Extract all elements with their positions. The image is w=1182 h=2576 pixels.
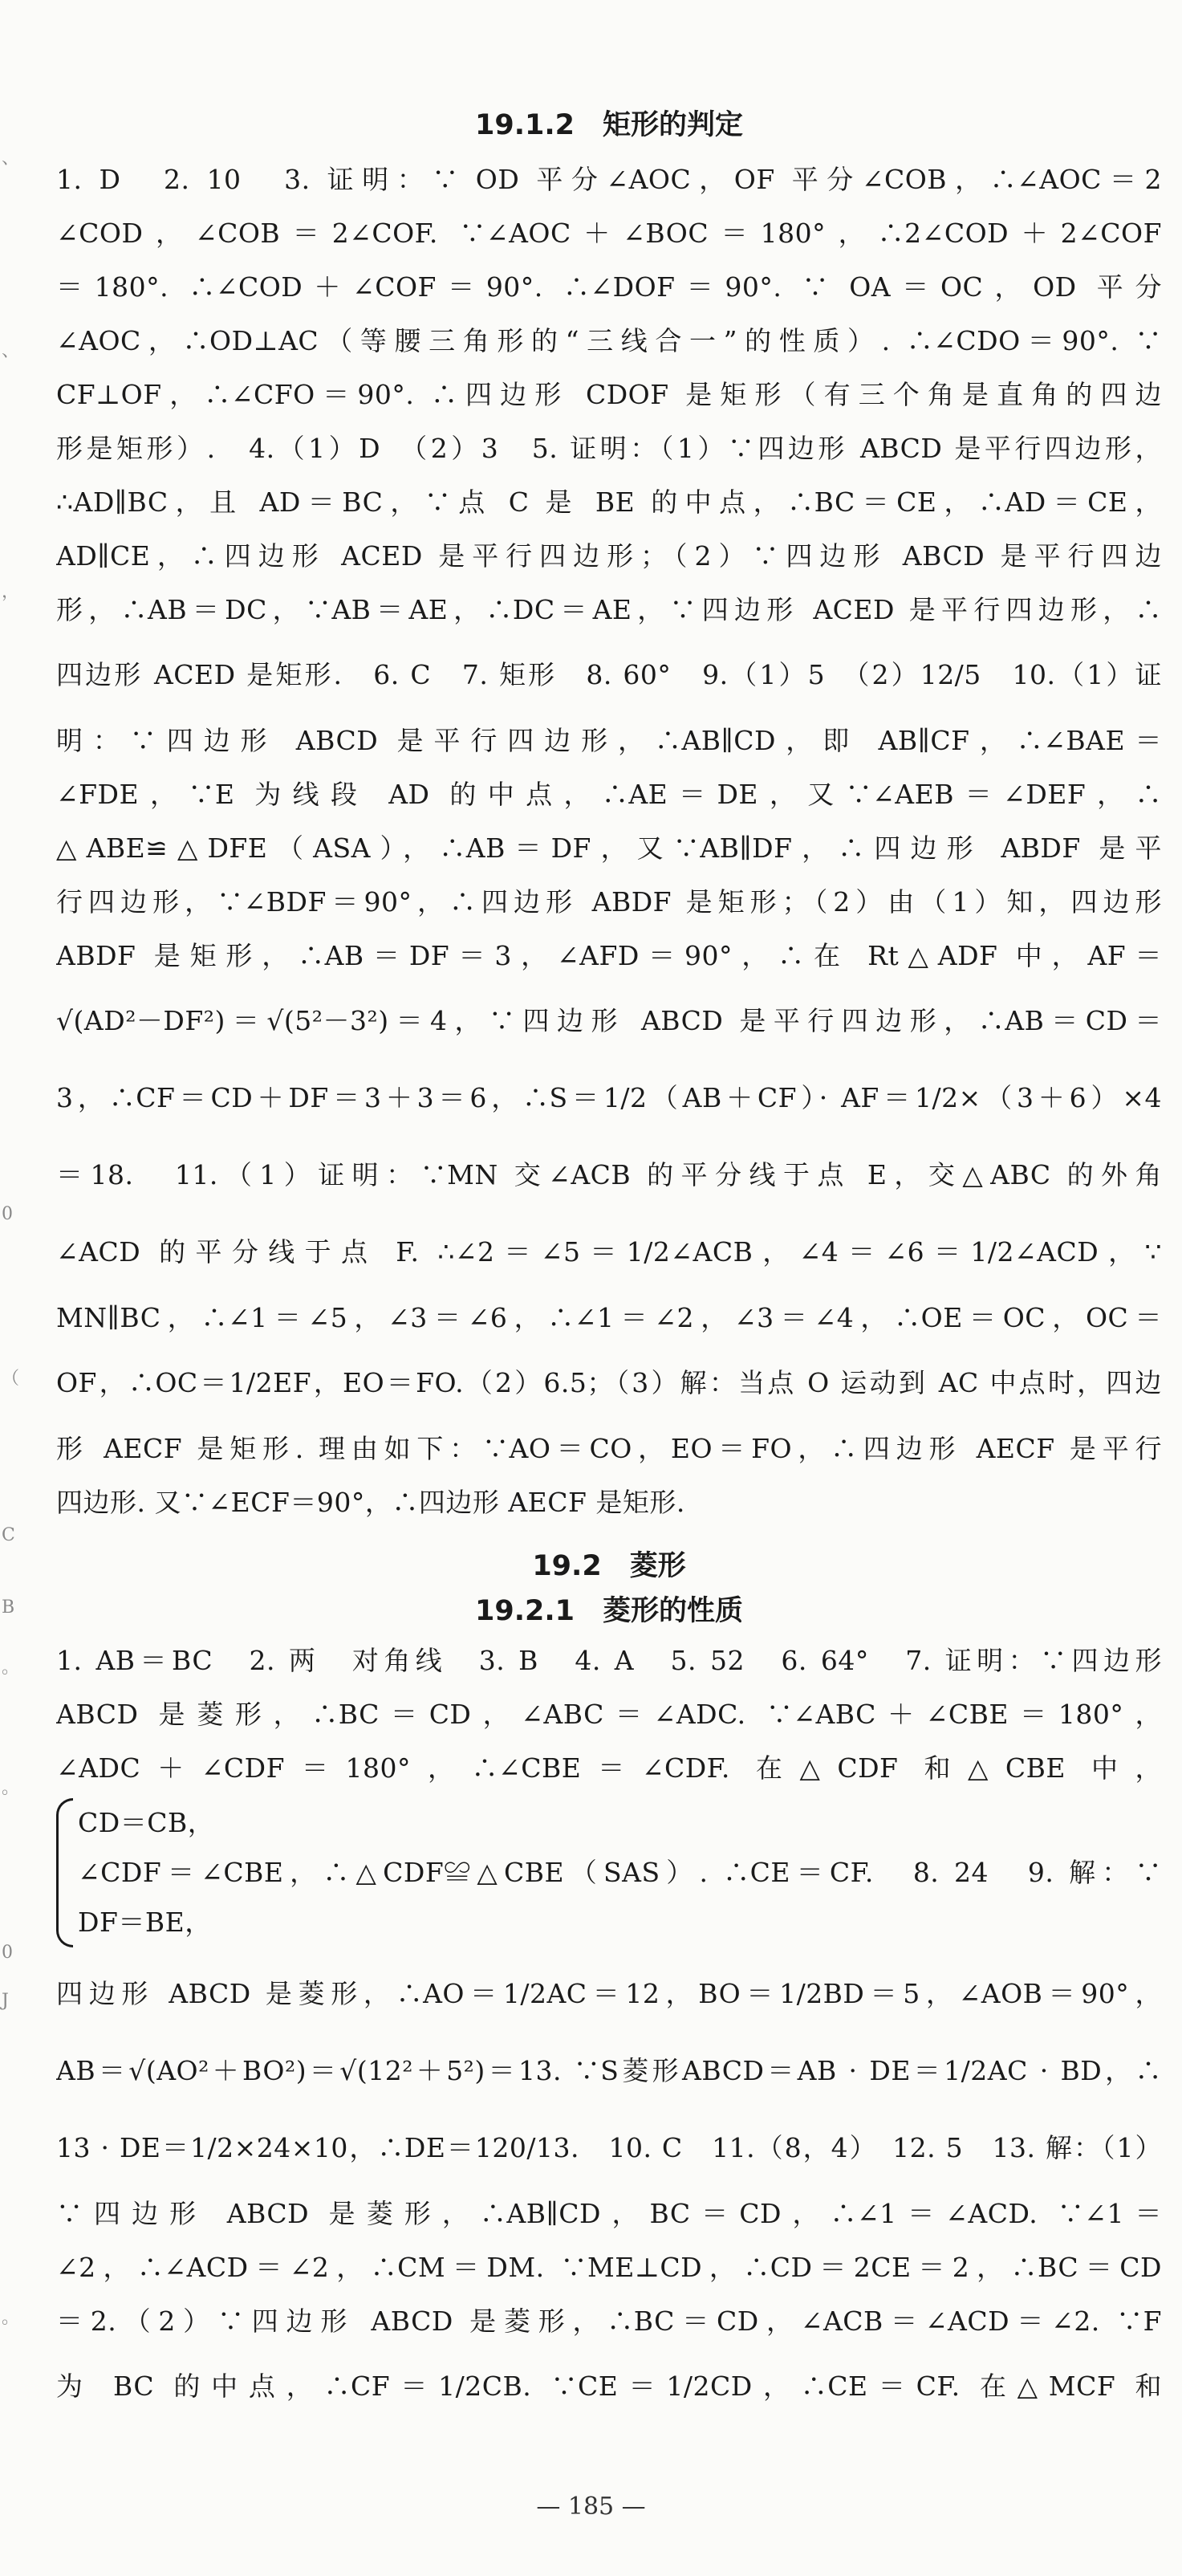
section-heading-rhombus: 19.2 菱形 <box>532 1550 686 1582</box>
section-heading-rectangle-criteria: 19.1.2 矩形的判定 <box>474 109 743 141</box>
text-line: MN∥BC，∴∠1＝∠5，∠3＝∠6，∴∠1＝∠2，∠3＝∠4，∴OE＝OC，OC＝ <box>56 1302 1162 1333</box>
text-line: 为 BC 的中点，∴CF＝1/2CB. ∵CE＝1/2CD，∴CE＝CF. 在△MCF 和 <box>56 2370 1162 2402</box>
answers-block-rhombus <box>56 1634 1162 2425</box>
text-line: 1. D 2. 10 3. 证明：∵ OD 平分∠AOC，OF 平分∠COB，∴∠AOC＝2 <box>56 164 1162 195</box>
margin-mark: J <box>2 1991 9 2011</box>
text-line: 形，∴AB＝DC，∵AB＝AE，∴DC＝AE，∵四边形 ACED 是平行四边形，∴ <box>56 594 1162 625</box>
page-number: — 185 — <box>536 2493 646 2521</box>
text-line: 3，∴CF＝CD＋DF＝3＋3＝6，∴S＝1/2（AB＋CF）· AF＝1/2×（3＋6）×4 <box>56 1082 1162 1113</box>
margin-mark: 。 <box>2 1778 20 1798</box>
text-line: ∠ACD 的平分线于点 F. ∴∠2＝∠5＝1/2∠ACB，∠4＝∠6＝1/2∠ACD，∵ <box>56 1236 1162 1268</box>
margin-mark: C <box>2 1525 15 1545</box>
margin-mark: 。 <box>2 1658 20 1678</box>
text-line: 形是矩形）. 4.（1）D （2）3 5. 证明：（1）∵四边形 ABCD 是平行四边形， <box>56 433 1162 464</box>
text-line: AB＝√(AO²＋BO²)＝√(12²＋5²)＝13. ∵S菱形ABCD＝AB · DE＝1/2AC · BD，∴ <box>56 2055 1162 2086</box>
left-brace <box>56 1798 73 1947</box>
equation-system <box>56 1798 1162 1947</box>
margin-mark: B <box>2 1597 15 1618</box>
margin-mark: 、 <box>2 149 20 169</box>
text-line: ＝2.（2）∵四边形 ABCD 是菱形，∴BC＝CD，∠ACB＝∠ACD＝∠2. ∵F <box>56 2305 1162 2337</box>
text-line: 13 · DE＝1/2×24×10，∴DE＝120/13. 10. C 11.（8，4） 12. 5 13. 解：（1） <box>56 2132 1162 2163</box>
text-line: 四边形 ABCD 是菱形，∴AO＝1/2AC＝12，BO＝1/2BD＝5，∠AOB＝90°， <box>56 1978 1162 2009</box>
answers-block-rectangle <box>56 153 1162 1529</box>
brace-row: ∠CDF＝∠CBE，∴△CDF≌△CBE（SAS）. ∴CE＝CF. 8. 24 9. 解：∵ <box>78 1857 1162 1888</box>
text-line: 四边形 ACED 是矩形. 6. C 7. 矩形 8. 60° 9.（1）5 （2）12/5 10.（1）证 <box>56 659 1162 690</box>
text-line: ∠AOC，∴OD⊥AC（等腰三角形的“三线合一”的性质）. ∴∠CDO＝90°. ∵ <box>56 325 1162 356</box>
binding-margin <box>0 0 18 2576</box>
text-line: ＝18. 11.（1）证明：∵MN 交∠ACB 的平分线于点 E，交△ABC 的外角 <box>56 1159 1162 1190</box>
text-line: AD∥CE，∴四边形 ACED 是平行四边形；（2）∵四边形 ABCD 是平行四边 <box>56 540 1162 572</box>
margin-mark: 0 <box>2 1943 13 1963</box>
brace-row: CD＝CB， <box>78 1807 215 1838</box>
text-line: ∵四边形 ABCD 是菱形，∴AB∥CD，BC＝CD，∴∠1＝∠ACD. ∵∠1＝ <box>56 2198 1162 2229</box>
text-line: ∠2，∴∠ACD＝∠2，∴CM＝DM. ∵ME⊥CD，∴CD＝2CE＝2，∴BC＝CD <box>56 2252 1162 2283</box>
text-line: ∠FDE，∵E 为线段 AD 的中点，∴AE＝DE，又∵∠AEB＝∠DEF，∴ <box>56 779 1162 810</box>
text-line: ABCD 是菱形，∴BC＝CD，∠ABC＝∠ADC. ∵∠ABC＋∠CBE＝180°， <box>56 1699 1162 1730</box>
text-line: ∴AD∥BC，且 AD＝BC，∵点 C 是 BE 的中点，∴BC＝CE，∴AD＝CE， <box>56 486 1162 518</box>
text-line: 明：∵四边形 ABCD 是平行四边形，∴AB∥CD，即 AB∥CF，∴∠BAE＝ <box>56 725 1162 756</box>
text-line: 行四边形，∵∠BDF＝90°，∴四边形 ABDF 是矩形；（2）由（1）知，四边形 <box>56 886 1162 918</box>
answer-page <box>56 103 1162 2425</box>
margin-mark: 、 <box>2 341 20 361</box>
text-line: OF，∴OC＝1/2EF，EO＝FO.（2）6.5；（3）解：当点 O 运动到 AC 中点时，四边 <box>56 1367 1162 1398</box>
text-line: ＝180°. ∴∠COD＋∠COF＝90°. ∴∠DOF＝90°. ∵ OA＝OC，OD 平分 <box>56 271 1162 303</box>
text-line: 四边形. 又∵∠ECF＝90°，∴四边形 AECF 是矩形. <box>56 1487 685 1518</box>
text-line: ∠COD，∠COB＝2∠COF. ∵∠AOC＋∠BOC＝180°，∴2∠COD＋2∠COF <box>56 218 1162 249</box>
margin-mark: ， <box>2 582 20 602</box>
text-line: ABDF 是矩形，∴AB＝DF＝3，∠AFD＝90°，∴在 Rt△ADF 中，AF＝ <box>56 940 1162 971</box>
brace-row: DF＝BE， <box>78 1907 212 1938</box>
text-line: △ABE≌△DFE（ASA），∴AB＝DF，又∵AB∥DF，∴四边形 ABDF 是平 <box>56 832 1162 864</box>
text-line: 1. AB＝BC 2. 两 对角线 3. B 4. A 5. 52 6. 64° 7. 证明：∵四边形 <box>56 1645 1162 1676</box>
text-line: √(AD²－DF²)＝√(5²－3²)＝4，∵四边形 ABCD 是平行四边形，∴AB＝CD＝ <box>56 1005 1162 1036</box>
section-heading-rhombus-properties: 19.2.1 菱形的性质 <box>474 1595 743 1627</box>
margin-mark: （ <box>2 1369 20 1389</box>
text-line: 形 AECF 是矩形. 理由如下：∵AO＝CO，EO＝FO，∴四边形 AECF 是平行 <box>56 1433 1162 1464</box>
text-line: ∠ADC＋∠CDF＝180°，∴∠CBE＝∠CDF. 在△CDF 和△CBE 中， <box>56 1752 1162 1784</box>
margin-mark: 。 <box>2 2308 20 2328</box>
text-line: CF⊥OF，∴∠CFO＝90°. ∴四边形 CDOF 是矩形（有三个角是直角的四边 <box>56 379 1162 410</box>
margin-mark: 0 <box>2 1204 13 1224</box>
